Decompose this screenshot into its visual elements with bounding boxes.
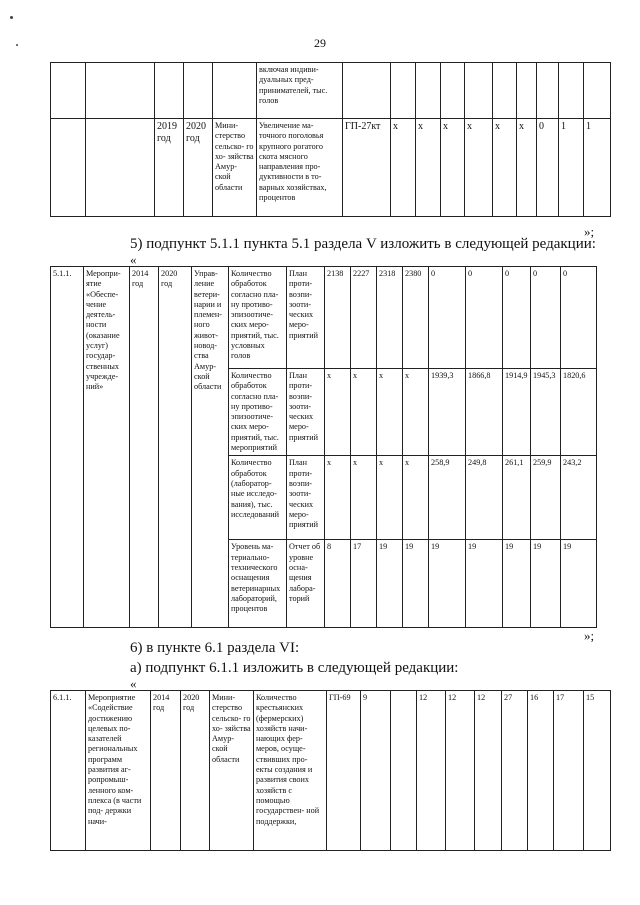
value-cell: 15	[584, 691, 611, 851]
value-cell: 12	[417, 691, 446, 851]
value-cell: х	[351, 369, 377, 456]
value-cell: 2227	[351, 267, 377, 369]
source-cell: План проти- воэпи- зооти- ческих меро- приятий	[287, 267, 325, 369]
source-cell: ГП-69	[327, 691, 361, 851]
value-cell: х	[377, 369, 403, 456]
executor-cell: Мини- стерство сельско- го хо- зяйства Амур- ской области	[213, 119, 257, 217]
measure-name: Меропри- ятие «Обеспе- чение деятель- ности (оказание услуг) государ- ственных учрежде- ний»	[84, 267, 130, 628]
page-number: 29	[314, 36, 326, 50]
value-cell: 1820,6	[561, 369, 597, 456]
value-cell: 19	[466, 540, 503, 628]
measure-name: Мероприятие «Содействие достижению целевых по- казателей региональных программ развития аг- ропромыш- ленного ком- плекса (в части под- держки начи-	[86, 691, 151, 851]
value-cell: 19	[429, 540, 466, 628]
value-cell: 17	[351, 540, 377, 628]
value-cell: х	[325, 369, 351, 456]
value-cell: 9	[361, 691, 391, 851]
opening-quote: «	[130, 676, 137, 691]
item-number: 5.1.1.	[51, 267, 84, 628]
source-cell: Отчет об уровне осна- щения лабора- торий	[287, 540, 325, 628]
value-cell: 19	[377, 540, 403, 628]
value-cell: 19	[503, 540, 531, 628]
value-cell: 2138	[325, 267, 351, 369]
value-cell	[391, 691, 417, 851]
value-cell: х	[403, 456, 429, 540]
closing-quote: »;	[584, 224, 595, 239]
indicator-cell: Количество обработок согласно пла- ну противо- эпизоотиче- ских меро- приятий, тыс. условных голов	[229, 267, 287, 369]
value-cell: х	[465, 119, 493, 217]
value-cell: 19	[531, 540, 561, 628]
value-cell: 12	[446, 691, 475, 851]
year-end: 2020 год	[184, 119, 213, 217]
opening-quote: «	[130, 252, 137, 267]
table-5-1-1	[50, 266, 597, 628]
table-row	[51, 63, 611, 119]
indicator-cell: Увеличение ма- точного поголовья крупного рогатого скота мясного направления про- дуктивности в то- варных хозяйствах, процентов	[257, 119, 343, 217]
value-cell: 249,8	[466, 456, 503, 540]
year-start: 2019 год	[155, 119, 184, 217]
value-cell: 243,2	[561, 456, 597, 540]
indicator-cell: Количество обработок согласно пла- ну противо- эпизоотиче- ских меро- приятий, тыс. мероприятий	[229, 369, 287, 456]
value-cell: 1	[559, 119, 584, 217]
scan-speck	[10, 16, 13, 19]
item-5-text: 5) подпункт 5.1.1 пункта 5.1 раздела V изложить в следующей редакции:	[130, 236, 596, 252]
value-cell: х	[377, 456, 403, 540]
table-row	[51, 267, 597, 369]
value-cell: х	[325, 456, 351, 540]
table-6-1-1	[50, 690, 611, 851]
value-cell: 1866,8	[466, 369, 503, 456]
item-6a-text: а) подпункт 6.1.1 изложить в следующей редакции:	[130, 660, 459, 676]
value-cell: 1914,9	[503, 369, 531, 456]
executor-cell: Управ- ление ветери- нарии и племен- ного живот- новод- ства Амур- ской области	[192, 267, 229, 628]
value-cell: 19	[561, 540, 597, 628]
source-cell: План проти- воэпи- зооти- ческих меро- приятий	[287, 456, 325, 540]
value-cell: 259,9	[531, 456, 561, 540]
value-cell: 0	[466, 267, 503, 369]
value-cell: 0	[537, 119, 559, 217]
value-cell: 17	[554, 691, 584, 851]
value-cell: х	[493, 119, 517, 217]
value-cell: 27	[502, 691, 528, 851]
value-cell: 2380	[403, 267, 429, 369]
indicator-cell: включая индиви- дуальных пред- принимателей, тыс. голов	[257, 63, 343, 119]
value-cell: 258,9	[429, 456, 466, 540]
item-number: 6.1.1.	[51, 691, 86, 851]
value-cell: х	[441, 119, 465, 217]
year-end: 2020 год	[181, 691, 210, 851]
value-cell: 261,1	[503, 456, 531, 540]
value-cell: 8	[325, 540, 351, 628]
value-cell: 0	[503, 267, 531, 369]
table-row	[51, 691, 611, 851]
value-cell: 1	[584, 119, 611, 217]
value-cell: 2318	[377, 267, 403, 369]
executor-cell: Мини- стерство сельско- го хо- зяйства Амур- ской области	[210, 691, 254, 851]
value-cell: 1945,3	[531, 369, 561, 456]
value-cell: х	[403, 369, 429, 456]
source-cell: План проти- воэпи- зооти- ческих меро- приятий	[287, 369, 325, 456]
value-cell: 12	[475, 691, 502, 851]
table-row	[51, 119, 611, 217]
indicator-cell: Уровень ма- териально- технического оснащения ветеринарных лабораторий, процентов	[229, 540, 287, 628]
year-start: 2014 год	[151, 691, 181, 851]
closing-quote: »;	[584, 628, 595, 643]
value-cell: х	[351, 456, 377, 540]
value-cell: 0	[531, 267, 561, 369]
value-cell: 1939,3	[429, 369, 466, 456]
source-cell: ГП-27кт	[343, 119, 391, 217]
scan-speck	[16, 44, 18, 46]
item-6-text: 6) в пункте 6.1 раздела VI:	[130, 640, 300, 656]
year-end: 2020 год	[159, 267, 192, 628]
value-cell: 0	[561, 267, 597, 369]
table-continuation	[50, 62, 611, 217]
value-cell: х	[517, 119, 537, 217]
value-cell: х	[416, 119, 441, 217]
indicator-cell: Количество обработок (лаборатор- ные исследо- вания), тыс. исследований	[229, 456, 287, 540]
year-start: 2014 год	[130, 267, 159, 628]
value-cell: 0	[429, 267, 466, 369]
value-cell: 19	[403, 540, 429, 628]
value-cell: 16	[528, 691, 554, 851]
value-cell: х	[391, 119, 416, 217]
indicator-cell: Количество крестьянских (фермерских) хозяйств начи- нающих фер- меров, осуще- ствивших про- екты создания и развития своих хозяйств с помощью государствен- ной поддержки,	[254, 691, 327, 851]
